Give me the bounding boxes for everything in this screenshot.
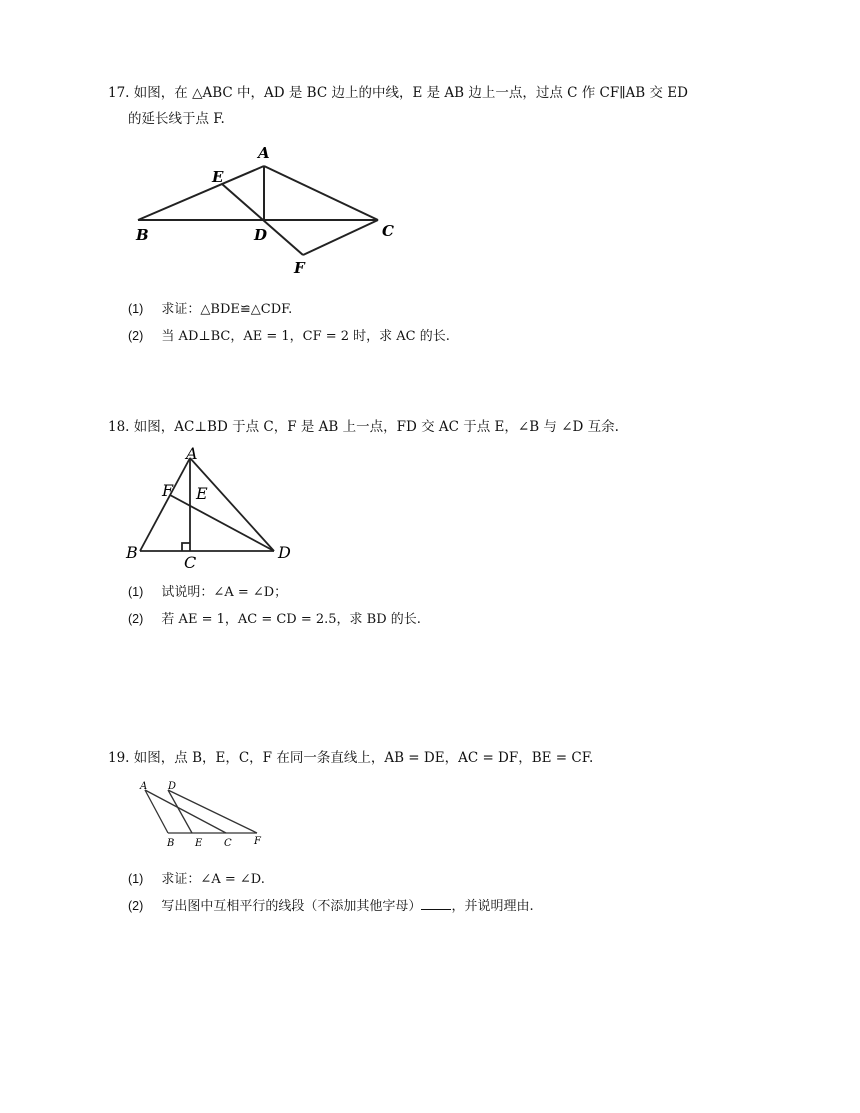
q17-stem-line1 xyxy=(108,80,688,106)
q17-part1 xyxy=(128,298,292,317)
q19-figure xyxy=(132,778,272,850)
q17-label-c: C xyxy=(382,222,394,240)
q18-part1-number: (1) xyxy=(128,585,144,599)
q19-label-e: E xyxy=(195,838,203,849)
q19-part2-text-after: ，并说明理由. xyxy=(451,899,534,914)
q17-stem-line2: 的延长线于点 F. xyxy=(128,111,225,127)
q17-part1-text: 求证：△BDE≌△CDF. xyxy=(161,302,293,317)
q19-part2-text-before: 写出图中互相平行的线段（不添加其他字母） xyxy=(161,899,422,914)
q17-label-b: B xyxy=(136,226,149,244)
q19-part1-text: 求证：∠A = ∠D. xyxy=(161,872,265,887)
q18-label-f: F xyxy=(162,481,174,500)
q17-label-e: E xyxy=(212,168,224,186)
q19-part1 xyxy=(128,868,265,887)
q19-part2 xyxy=(128,895,534,914)
q17-segment-ac xyxy=(264,166,378,220)
q18-stem xyxy=(108,414,619,440)
q19-part1-number: (1) xyxy=(128,872,144,886)
q19-part2-number: (2) xyxy=(128,899,144,913)
q19-label-b: B xyxy=(167,838,175,849)
q18-segment-ab xyxy=(140,458,190,551)
q19-label-f: F xyxy=(254,836,261,847)
q18-part2-number: (2) xyxy=(128,612,144,626)
q17-number: 17. xyxy=(108,85,130,101)
q18-part2-text: 若 AE = 1，AC = CD = 2.5，求 BD 的长. xyxy=(161,612,421,627)
q19-stem xyxy=(108,745,593,771)
q19-label-a: A xyxy=(140,781,148,792)
q17-segment-cf xyxy=(303,220,378,255)
q18-number: 18. xyxy=(108,419,130,435)
q18-part1-text: 试说明：∠A = ∠D； xyxy=(161,585,288,600)
q17-figure xyxy=(128,138,418,283)
q18-part2 xyxy=(128,608,421,627)
q19-stem-text: 如图，点 B，E，C，F 在同一条直线上，AB = DE，AC = DF，BE = CF. xyxy=(133,750,594,766)
q18-segment-ad xyxy=(190,458,274,551)
q19-label-c: C xyxy=(224,838,232,849)
q18-part1 xyxy=(128,581,287,600)
q17-part2-text: 当 AD⊥BC，AE = 1，CF = 2 时，求 AC 的长. xyxy=(161,329,450,344)
q18-figure xyxy=(124,444,304,574)
q17-stem-text: 如图，在 △ABC 中，AD 是 BC 边上的中线，E 是 AB 边上一点，过点 C 作 CF∥AB 交 ED xyxy=(133,85,688,101)
q18-label-e: E xyxy=(196,484,208,503)
q18-label-c: C xyxy=(184,553,197,572)
q17-label-f: F xyxy=(294,259,305,277)
q17-label-a: A xyxy=(258,144,270,162)
q18-label-d: D xyxy=(278,543,291,562)
q17-part2 xyxy=(128,325,450,344)
q18-stem-text: 如图，AC⊥BD 于点 C，F 是 AB 上一点，FD 交 AC 于点 E，∠B 与 ∠D 互余. xyxy=(133,419,619,435)
q19-answer-blank[interactable] xyxy=(421,897,451,910)
q17-segment-ab xyxy=(138,166,264,220)
q17-part2-number: (2) xyxy=(128,329,144,343)
q19-number: 19. xyxy=(108,750,130,766)
q18-label-b: B xyxy=(126,543,138,562)
q18-right-angle-mark xyxy=(182,543,190,551)
q19-label-d: D xyxy=(168,781,177,792)
q18-label-a: A xyxy=(186,444,198,463)
q17-label-d: D xyxy=(254,226,268,244)
q17-part1-number: (1) xyxy=(128,302,144,316)
